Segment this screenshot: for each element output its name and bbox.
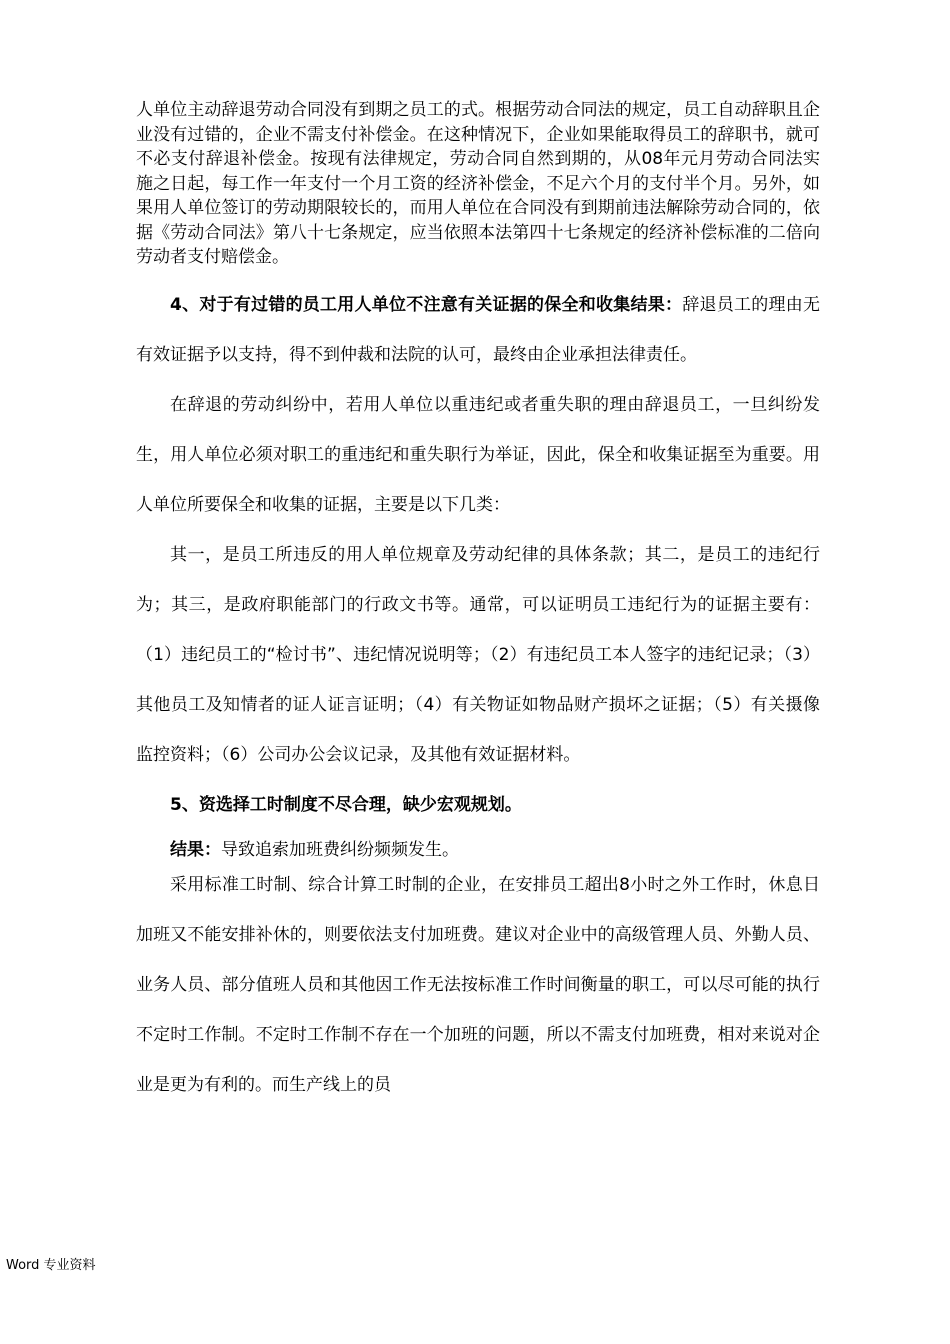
section-4-heading: 4、对于有过错的员工用人单位不注意有关证据的保全和收集结果： — [170, 294, 683, 315]
result-label: 结果： — [170, 839, 221, 860]
document-body — [136, 98, 820, 1110]
footer-label: Word 专业资料 — [6, 1258, 96, 1273]
result-text: 导致追索加班费纠纷频频发生。 — [221, 839, 459, 860]
section-4-text: 辞退员工的理由无有效证据予以支持，得不到仲裁和法院的认可，最终由企业承担法律责任。 — [136, 294, 821, 365]
section-4-paragraph — [136, 280, 820, 380]
paragraph-working-hours: 采用标准工时制、综合计算工时制的企业，在安排员工超出8小时之外工作时，休息日加班又不能安排补休的，则要依法支付加班费。建议对企业中的高级管理人员、外勤人员、业务人员、部分值班人员和其他因工作无法按标准工作时间衡量的职工，可以尽可能的执行不定时工作制。不定时工作制不存在一个加班的问题，所以不需支付加班费，相对来说对企业是更为有利的。而生产线上的员 — [136, 874, 820, 1095]
paragraph-severance: 人单位主动辞退劳动合同没有到期之员工的式。根据劳动合同法的规定，员工自动辞职且企业没有过错的，企业不需支付补偿金。在这种情况下，企业如果能取得员工的辞职书，就可不必支付辞退补偿金。按现有法律规定，劳动合同自然到期的，从08年元月劳动合同法实施之日起，每工作一年支付一个月工资的经济补偿金，不足六个月的支付半个月。另外，如果用人单位签订的劳动期限较长的，而用人单位在合同没有到期前违法解除劳动合同的，依据《劳动合同法》第八十七条规定，应当依照本法第四十七条规定的经济补偿标准的二倍向劳动者支付赔偿金。 — [136, 100, 820, 267]
section-5-heading: 5、资选择工时制度不尽合理，缺少宏观规划。 — [170, 794, 522, 815]
paragraph-evidence-types: 其一，是员工所违反的用人单位规章及劳动纪律的具体条款；其二，是员工的违纪行为；其三，是政府职能部门的行政文书等。通常，可以证明员工违纪行为的证据主要有：（1）违纪员工的“检讨书”、违纪情况说明等；（2）有违纪员工本人签字的违纪记录；（3）其他员工及知情者的证人证言证明；（4）有关物证如物品财产损坏之证据；（5）有关摄像监控资料；（6）公司办公会议记录，及其他有效证据材料。 — [136, 544, 820, 765]
paragraph-evidence-intro: 在辞退的劳动纠纷中，若用人单位以重违纪或者重失职的理由辞退员工，一旦纠纷发生，用人单位必须对职工的重违纪和重失职行为举证，因此，保全和收集证据至为重要。用人单位所要保全和收集的证据，主要是以下几类： — [136, 394, 820, 515]
